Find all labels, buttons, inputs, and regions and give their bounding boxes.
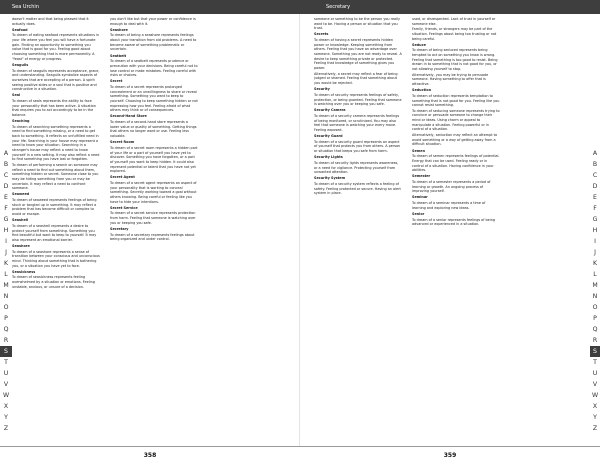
header-bar-right: [300, 0, 600, 14]
entry-text: To dream of seals represents the ability to face your personality that has been active. A situation that requires you to act accordingly to be in the balance.: [12, 99, 96, 117]
alphabet-index-left: [0, 148, 12, 434]
alphabet-letter-m: M: [3, 282, 9, 289]
alphabet-letter-g: G: [592, 216, 598, 223]
entry-text: To dream of eating seafood represents situations in your life where you feel you will have a fortunate gain. Finding an opportunity to something you value that is good for you. Feeling good about choosing something that is more permanently. A "feast" of energy or progress.: [12, 33, 100, 61]
alphabet-letter-a: A: [592, 150, 598, 157]
entry-heading: Seminar: [412, 195, 428, 200]
alphabet-letter-j: J: [594, 249, 596, 256]
entry-text: To dream of a secret room represents a hidden part of your life or a part of yourself you have yet to discover. Something you have forgotten, or a part of yourself you want to keep hidden. It could also represent potential or talent that you have not yet explored.: [110, 145, 198, 174]
entry-text: To dream of a senior represents feelings of being advanced or experienced in a situation.: [412, 217, 496, 227]
alphabet-letter-l: L: [593, 271, 597, 278]
alphabet-letter-c: C: [592, 172, 598, 179]
entry-heading: Seaching: [12, 119, 30, 124]
alphabet-letter-q: Q: [3, 326, 9, 333]
entry-heading: Seaweed: [12, 192, 30, 197]
entry-text: To dream of a seminar represents a time of learning and exploring new ideas.: [412, 201, 486, 210]
entry-text: To dream of seduction represents temptation to something that is not good for you. Feeling like you cannot resist something.: [412, 93, 500, 108]
alphabet-letter-w: W: [2, 392, 10, 399]
page-number-left: 358: [0, 446, 300, 465]
entry-heading: Secret Agent: [110, 175, 135, 180]
entry-text: To dream of security represents feelings of safety, protection, or being guarded. Feeling that someone is watching over you or keeping you safe.: [314, 92, 402, 107]
alphabet-letter-f: F: [4, 205, 8, 212]
entry-heading: Security System: [314, 176, 346, 181]
entry-text: To dream of seasickness represents feeling overwhelmed by a situation or emotions. Feeling unstable, anxious, or unsure of a decision.: [12, 275, 95, 289]
alphabet-letter-j: J: [5, 249, 7, 256]
entry-text: To dream of security lights represents awareness, or a need for vigilance. Protecting yourself from unwanted attention.: [314, 160, 399, 175]
entry-text: To dream of performing a search on someone may reflect a need to find out something about them, something hidden or secret. Someone close to you may be hiding something from you or may be uncertain. It may reflect a need to confront someone.: [12, 163, 99, 191]
entry-text: To dream of a seashore represents a sense of transition between your conscious and unconscious mind. Thinking about something that is bothering you, or a situation you have yet to face.: [12, 249, 100, 268]
entry-text: To dream of being a seashore represents feelings about your transition from old problems. A need to become aware of something problematic or uncertain.: [110, 33, 197, 52]
entry-text: To dream of being seduced represents being tempted to act on something you know is wrong. Feeling that something is too good to resist. Being drawn in to something that is not good for you, or not allowing yourself to stop.: [412, 48, 498, 72]
entry-text: Alternatively, seduction may reflect an attempt to avoid something or a way of getting away from a difficult situation.: [412, 133, 498, 147]
entry-text: To dream of seaweed represents feelings of being stuck or tangled up in something. It may reflect a problem that has become difficult or complex to avoid or escape.: [12, 198, 97, 217]
entry-text: doesn't matter and that being pleased that it actually does.: [12, 17, 89, 26]
entry-heading: Seashore: [12, 244, 30, 249]
alphabet-letter-b: B: [3, 161, 9, 168]
entry-text: To dream of a security guard represents an aspect of yourself that protects you from others. A person or situation that keeps you safe from harm.: [314, 139, 401, 154]
alphabet-letter-e: E: [4, 194, 8, 201]
entry-text: To dream of a second-hand store represents a lower value or quality of something. Getting things that others no longer want or use. Feeling less valuable.: [110, 120, 197, 139]
alphabet-letter-t: T: [4, 359, 8, 366]
entry-text: To dream of a semester represents a period of learning or growth. An ongoing process of improving yourself.: [412, 180, 491, 194]
alphabet-letter-z: Z: [592, 425, 598, 432]
entry-text: To dream of a seatbelt represents prudence or precaution with your decisions. Being careful not to lose control or make mistakes. Feeling careful with risks or choices.: [110, 59, 198, 78]
entry-heading: Security Guard: [314, 134, 343, 139]
alphabet-letter-k: K: [592, 260, 598, 267]
alphabet-letter-v: V: [592, 381, 598, 388]
alphabet-letter-c: C: [3, 172, 9, 179]
alphabet-letter-e: E: [593, 194, 597, 201]
alphabet-letter-l: L: [4, 271, 8, 278]
entry-text: To dream of a seashell represents a desire to protect yourself from something. Something you find beautiful but want to keep to yourself. It may also represent an emotional barrier.: [12, 223, 97, 242]
entry-heading: Seafood: [12, 27, 28, 32]
alphabet-letter-s: S: [0, 346, 12, 357]
entry-heading: Secrets: [314, 32, 329, 37]
entry-heading: Secret: [110, 79, 123, 84]
entry-text: Family, friends, or strangers may be part of the situation. Feelings about being too trusting or not being careful.: [412, 27, 497, 41]
entry-text: To dream of seagulls represents acceptance, grace, and understanding. Seagulls symbolize aspects of ourselves that are accepting of a person. A spirit seeing positive sides or a soul that is positive and constructive in a situation.: [12, 68, 100, 92]
header-title-left: Sea Urchin: [12, 4, 39, 10]
alphabet-letter-a: A: [3, 150, 9, 157]
alphabet-letter-g: G: [3, 216, 9, 223]
entry-heading: Security: [314, 87, 330, 92]
alphabet-letter-u: U: [3, 370, 9, 377]
header-title-right: Secretary: [326, 4, 351, 10]
alphabet-letter-m: M: [592, 282, 598, 289]
alphabet-letter-p: P: [593, 315, 597, 322]
entry-heading: Semen: [412, 148, 425, 153]
alphabet-letter-p: P: [4, 315, 8, 322]
alphabet-letter-f: F: [593, 205, 597, 212]
alphabet-letter-s: S: [590, 346, 600, 357]
alphabet-letter-h: H: [3, 227, 9, 234]
entry-heading: Second-Hand Store: [110, 114, 147, 119]
entry-text: To dream of searching something represents a need to find something missing, or a need to get back to something. It reflects an unfulfilled need in your life. Searching in your house may represent a need to know your situation. Searching in a stranger's house may reflect a need to know yourself in a new setting. It may also reflect a need to find something you have lost or forgotten.: [12, 124, 100, 162]
entry-heading: Seatbelt: [110, 53, 127, 58]
text-column-2: [110, 17, 198, 443]
alphabet-letter-o: O: [3, 304, 9, 311]
alphabet-letter-n: N: [3, 293, 9, 300]
alphabet-letter-x: X: [3, 403, 9, 410]
entry-heading: Senior: [412, 211, 425, 216]
entry-text: To dream of a security camera represents feelings of being monitored, or scrutinized. You may also feel that someone is watching your every move. Feeling exposed.: [314, 113, 400, 132]
alphabet-letter-h: H: [592, 227, 598, 234]
entry-heading: Secret Room: [110, 140, 135, 145]
entry-text: To dream of seducing someone represents trying to convince or persuade someone to change their mind or ideas. Using charm or appeal to manipulate a situation. Feeling powerful or in control of a situation.: [412, 108, 500, 132]
alphabet-index-right: [590, 148, 600, 434]
alphabet-letter-d: D: [592, 183, 598, 190]
header-bar-left: [0, 0, 300, 14]
page-gutter: [299, 14, 300, 446]
entry-heading: Seal: [12, 93, 21, 98]
entry-heading: Seasickness: [12, 269, 36, 274]
entry-text: To dream of a secret agent represents an aspect of your personality that is working to conceal something. Secretly working toward a goal without others knowing. Being careful or feeling like you have to hide your intentions.: [110, 181, 197, 204]
entry-heading: Seashell: [12, 218, 29, 223]
text-column-1: [12, 17, 100, 443]
entry-heading: Security Camera: [314, 108, 346, 113]
entry-text: To dream of a secretary represents feelings about being organized and under control.: [110, 232, 195, 242]
alphabet-letter-x: X: [592, 403, 598, 410]
entry-heading: Secret Service: [110, 205, 138, 210]
alphabet-letter-q: Q: [592, 326, 598, 333]
entry-heading: Secretary: [110, 226, 129, 231]
entry-heading: Seduce: [412, 42, 426, 47]
alphabet-letter-n: N: [592, 293, 598, 300]
text-column-4: [412, 17, 500, 443]
alphabet-letter-w: W: [591, 392, 599, 399]
entry-text: To dream of semen represents feelings of potential. Energy that can be used. Feeling ready or in control of a situation. Having confidence in your abilities.: [412, 154, 500, 173]
entry-text: Alternatively, you may be trying to persuade someone. Having something to offer that is attractive.: [412, 72, 489, 87]
text-column-3: [314, 17, 402, 443]
alphabet-letter-o: O: [592, 304, 598, 311]
alphabet-letter-t: T: [593, 359, 597, 366]
entry-text: To dream of a secret service represents protection from harm. Feeling that someone is watching over you or keeping you safe.: [110, 211, 196, 225]
alphabet-letter-i: I: [5, 238, 7, 245]
alphabet-letter-y: Y: [4, 414, 8, 421]
alphabet-letter-u: U: [592, 370, 598, 377]
alphabet-letter-k: K: [3, 260, 9, 267]
entry-text: you don't like but that your power or confidence is enough to deal with it.: [110, 17, 196, 26]
alphabet-letter-b: B: [592, 161, 598, 168]
alphabet-letter-z: Z: [3, 425, 9, 432]
alphabet-letter-v: V: [3, 381, 9, 388]
entry-heading: Semester: [412, 174, 431, 179]
entry-heading: Seagulls: [12, 62, 29, 67]
entry-heading: Security Lights: [314, 155, 343, 160]
alphabet-letter-d: D: [3, 183, 9, 190]
page-number-right: 359: [300, 446, 600, 465]
entry-heading: Seashore: [110, 27, 128, 32]
alphabet-letter-i: I: [594, 238, 596, 245]
entry-text: To dream of having a secret represents hidden power or knowledge. Keeping something from others. Feeling that you have an advantage over someone. Something you are not ready to reveal. A desire to keep something private or protected. Feeling that knowledge of something gives you power.: [314, 38, 402, 71]
alphabet-letter-r: R: [592, 337, 598, 344]
entry-heading: Seduction: [412, 88, 432, 93]
entry-text: used, or disrespected. Lack of trust in yourself or someone else.: [412, 17, 496, 26]
entry-text: To dream of a security system reflects a feeling of safety. Feeling protected or secure. Having an alert system in place.: [314, 182, 401, 196]
entry-text: To dream of a secret represents prolonged concealment or an unwillingness to share or reveal something. Something you want to keep to yourself. Choosing to keep something hidden or not expressing how you feel. Feeling afraid of what others may think or of consequences.: [110, 85, 198, 113]
alphabet-letter-y: Y: [593, 414, 597, 421]
entry-text: Alternatively, a secret may reflect a fear of being judged or shamed. Feeling that something about you would be rejected.: [314, 71, 398, 86]
entry-text: someone or something to be the person you really want to be. Having a person or situation that you trust.: [314, 17, 401, 31]
alphabet-letter-r: R: [3, 337, 9, 344]
